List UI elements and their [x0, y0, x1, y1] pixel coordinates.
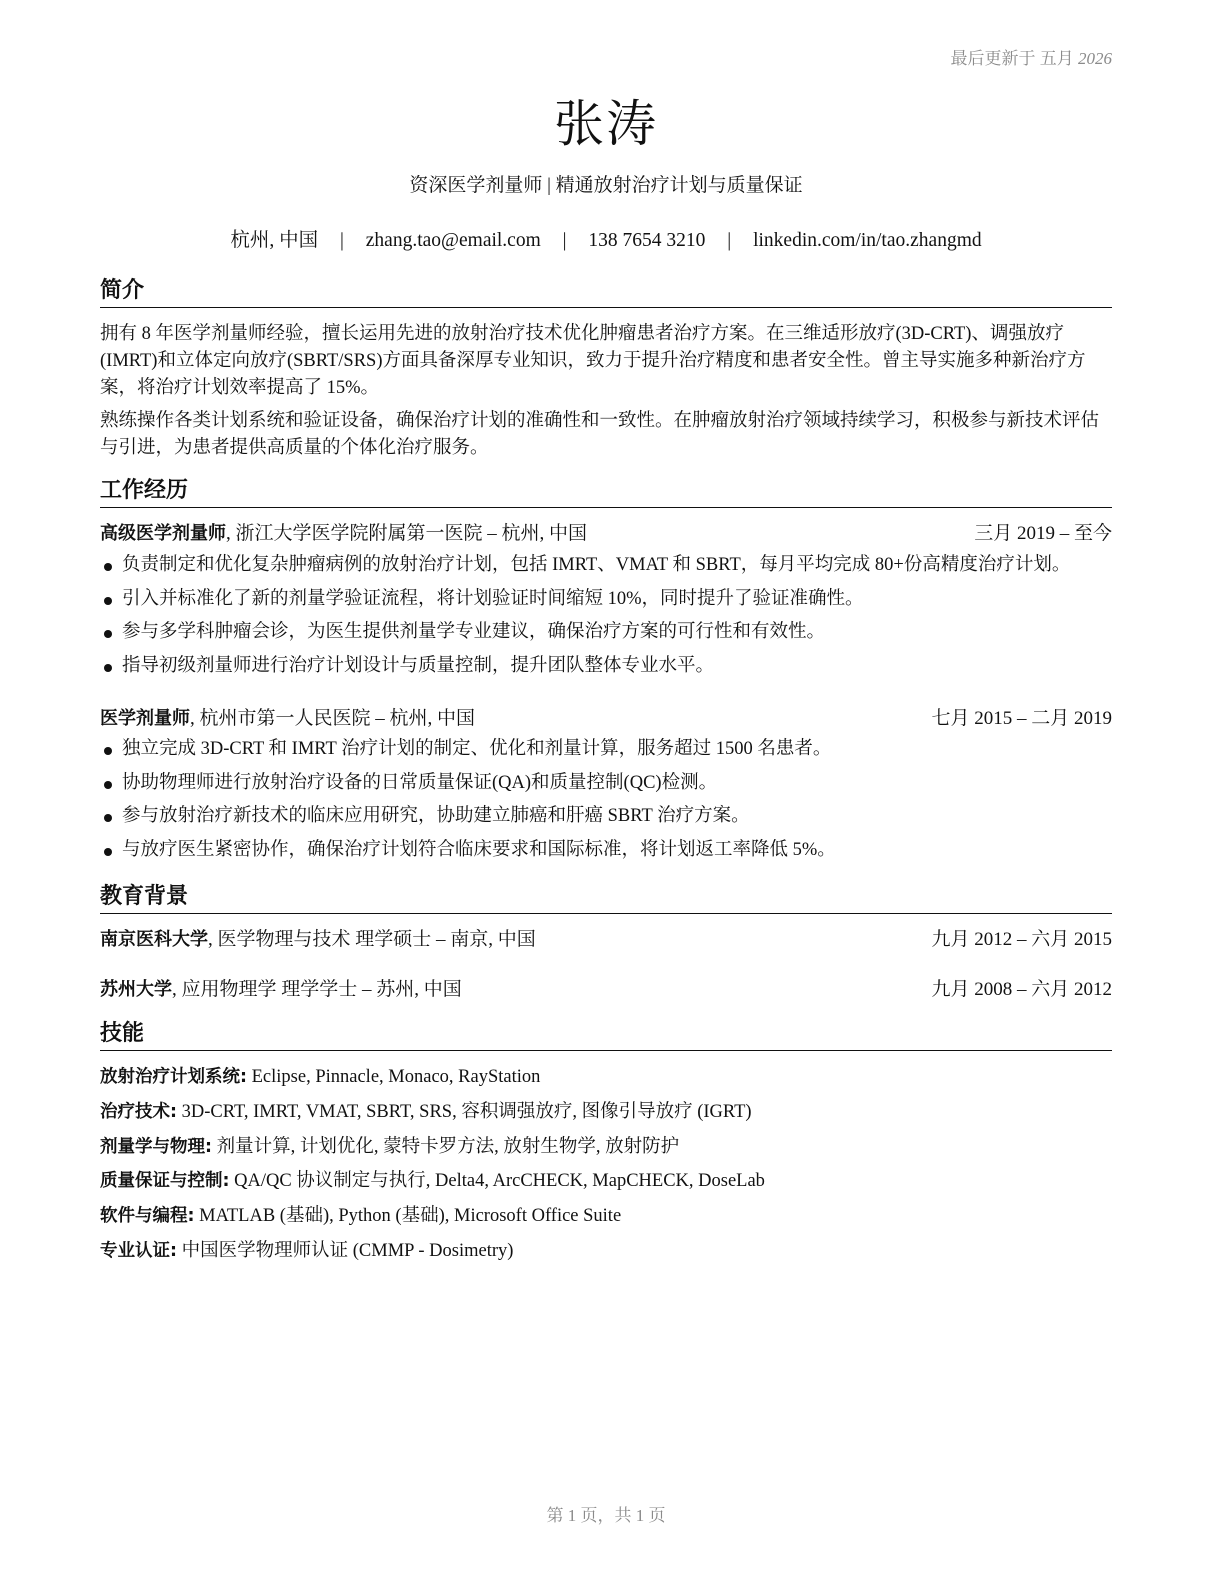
job-bullet: 协助物理师进行放射治疗设备的日常质量保证(QA)和质量控制(QC)检测。 [100, 767, 1112, 801]
contact-email[interactable]: zhang.tao@email.com [365, 230, 541, 251]
job-bullet: 负责制定和优化复杂肿瘤病例的放射治疗计划，包括 IMRT、VMAT 和 SBRT，每月平均完成 80+份高精度治疗计划。 [100, 549, 1112, 583]
skill-value: QA/QC 协议制定与执行, Delta4, ArcCHECK, MapCHECK, DoseLab [229, 1171, 765, 1192]
contact-phone: 138 7654 3210 [588, 230, 706, 251]
skill-label: 放射治疗计划系统: [100, 1067, 247, 1087]
job-bullet: 独立完成 3D-CRT 和 IMRT 治疗计划的制定、优化和剂量计算，服务超过 1500 名患者。 [100, 733, 1112, 767]
skill-row [100, 1095, 1112, 1130]
contact-separator: | [340, 230, 344, 251]
education-dates: 九月 2008 – 六月 2012 [931, 979, 1112, 1000]
skill-label: 质量保证与控制: [100, 1171, 230, 1192]
last-updated-label: 最后更新于 五月 [950, 49, 1074, 68]
job-bullet: 参与放射治疗新技术的临床应用研究，协助建立肺癌和肝癌 SBRT 治疗方案。 [100, 800, 1112, 834]
job-bullet: 与放疗医生紧密协作，确保治疗计划符合临床要求和国际标准，将计划返工率降低 5%。 [100, 834, 1112, 868]
skill-row [100, 1234, 1112, 1269]
skills-list [100, 1060, 1112, 1269]
contact-linkedin[interactable]: linkedin.com/in/tao.zhangmd [753, 230, 982, 251]
skill-row [100, 1164, 1112, 1199]
skill-label: 专业认证: [100, 1240, 177, 1261]
summary-paragraph: 拥有 8 年医学剂量师经验，擅长运用先进的放射治疗技术优化肿瘤患者治疗方案。在三维适形放疗(3D-CRT)、调强放疗(IMRT)和立体定向放疗(SBRT/SRS)方面具备深厚专业知识，致力于提升治疗精度和患者安全性。曾主导实施多种新治疗方案，将治疗计划效率提高了 15%。 [100, 324, 1086, 398]
skill-label: 剂量学与物理: [100, 1136, 212, 1157]
education-detail: , 应用物理学 理学学士 – 苏州, 中国 [172, 979, 462, 1000]
skill-value: Eclipse, Pinnacle, Monaco, RayStation [247, 1067, 541, 1087]
job-org: , 浙江大学医学院附属第一医院 – 杭州, 中国 [226, 523, 588, 544]
section-title-skills: 技能 [100, 1019, 1112, 1051]
section-title-summary: 简介 [100, 276, 1112, 308]
page-number: 第 1 页，共 1 页 [546, 1506, 666, 1525]
skill-label: 治疗技术: [100, 1101, 177, 1122]
education-dates: 九月 2012 – 六月 2015 [931, 929, 1112, 950]
job-role: 高级医学剂量师 [100, 523, 226, 544]
skill-value: 中国医学物理师认证 (CMMP - Dosimetry) [177, 1240, 514, 1261]
skill-row [100, 1199, 1112, 1234]
job-bullet: 指导初级剂量师进行治疗计划设计与质量控制，提升团队整体专业水平。 [100, 650, 1112, 684]
job-bullets [100, 733, 1112, 867]
contact-separator: | [562, 230, 567, 251]
section-title-experience: 工作经历 [100, 476, 1112, 508]
skill-value: 剂量计算, 计划优化, 蒙特卡罗方法, 放射生物学, 放射防护 [212, 1136, 680, 1157]
contact-line [100, 224, 1112, 252]
job-bullet: 引入并标准化了新的剂量学验证流程，将计划验证时间缩短 10%，同时提升了验证准确性。 [100, 583, 1112, 617]
education-detail: , 医学物理与技术 理学硕士 – 南京, 中国 [208, 929, 536, 950]
job-org: , 杭州市第一人民医院 – 杭州, 中国 [190, 708, 476, 729]
last-updated-year: 2026 [1078, 49, 1112, 68]
education-item [100, 977, 1112, 1003]
resume-page [100, 0, 1112, 1584]
skill-value: 3D-CRT, IMRT, VMAT, SBRT, SRS, 容积调强放疗, 图像引导放疗 (IGRT) [177, 1101, 752, 1122]
education-item [100, 927, 1112, 953]
job-bullets [100, 549, 1112, 683]
job-role: 医学剂量师 [100, 708, 190, 729]
headline: 资深医学剂量师 | 精通放射治疗计划与质量保证 [409, 175, 803, 196]
skill-label: 软件与编程: [100, 1206, 195, 1227]
summary-paragraph: 熟练操作各类计划系统和验证设备，确保治疗计划的准确性和一致性。在肿瘤放射治疗领域持续学习，积极参与新技术评估与引进，为患者提供高质量的个体化治疗服务。 [100, 411, 1100, 458]
job-bullet: 参与多学科肿瘤会诊，为医生提供剂量学专业建议，确保治疗方案的可行性和有效性。 [100, 616, 1112, 650]
contact-separator: | [727, 230, 732, 251]
job-dates: 三月 2019 – 至今 [974, 523, 1112, 544]
section-title-education: 教育背景 [100, 882, 1112, 914]
job-header [100, 521, 1112, 547]
skill-row [100, 1060, 1112, 1095]
education-school: 苏州大学 [100, 979, 172, 1000]
candidate-name: 张涛 [554, 95, 658, 153]
contact-location: 杭州, 中国 [230, 230, 319, 251]
last-updated [951, 44, 1113, 69]
job-dates: 七月 2015 – 二月 2019 [931, 708, 1112, 729]
skill-row [100, 1130, 1112, 1165]
education-school: 南京医科大学 [100, 929, 208, 950]
job-header [100, 706, 1112, 732]
skill-value: MATLAB (基础), Python (基础), Microsoft Office Suite [194, 1206, 622, 1227]
